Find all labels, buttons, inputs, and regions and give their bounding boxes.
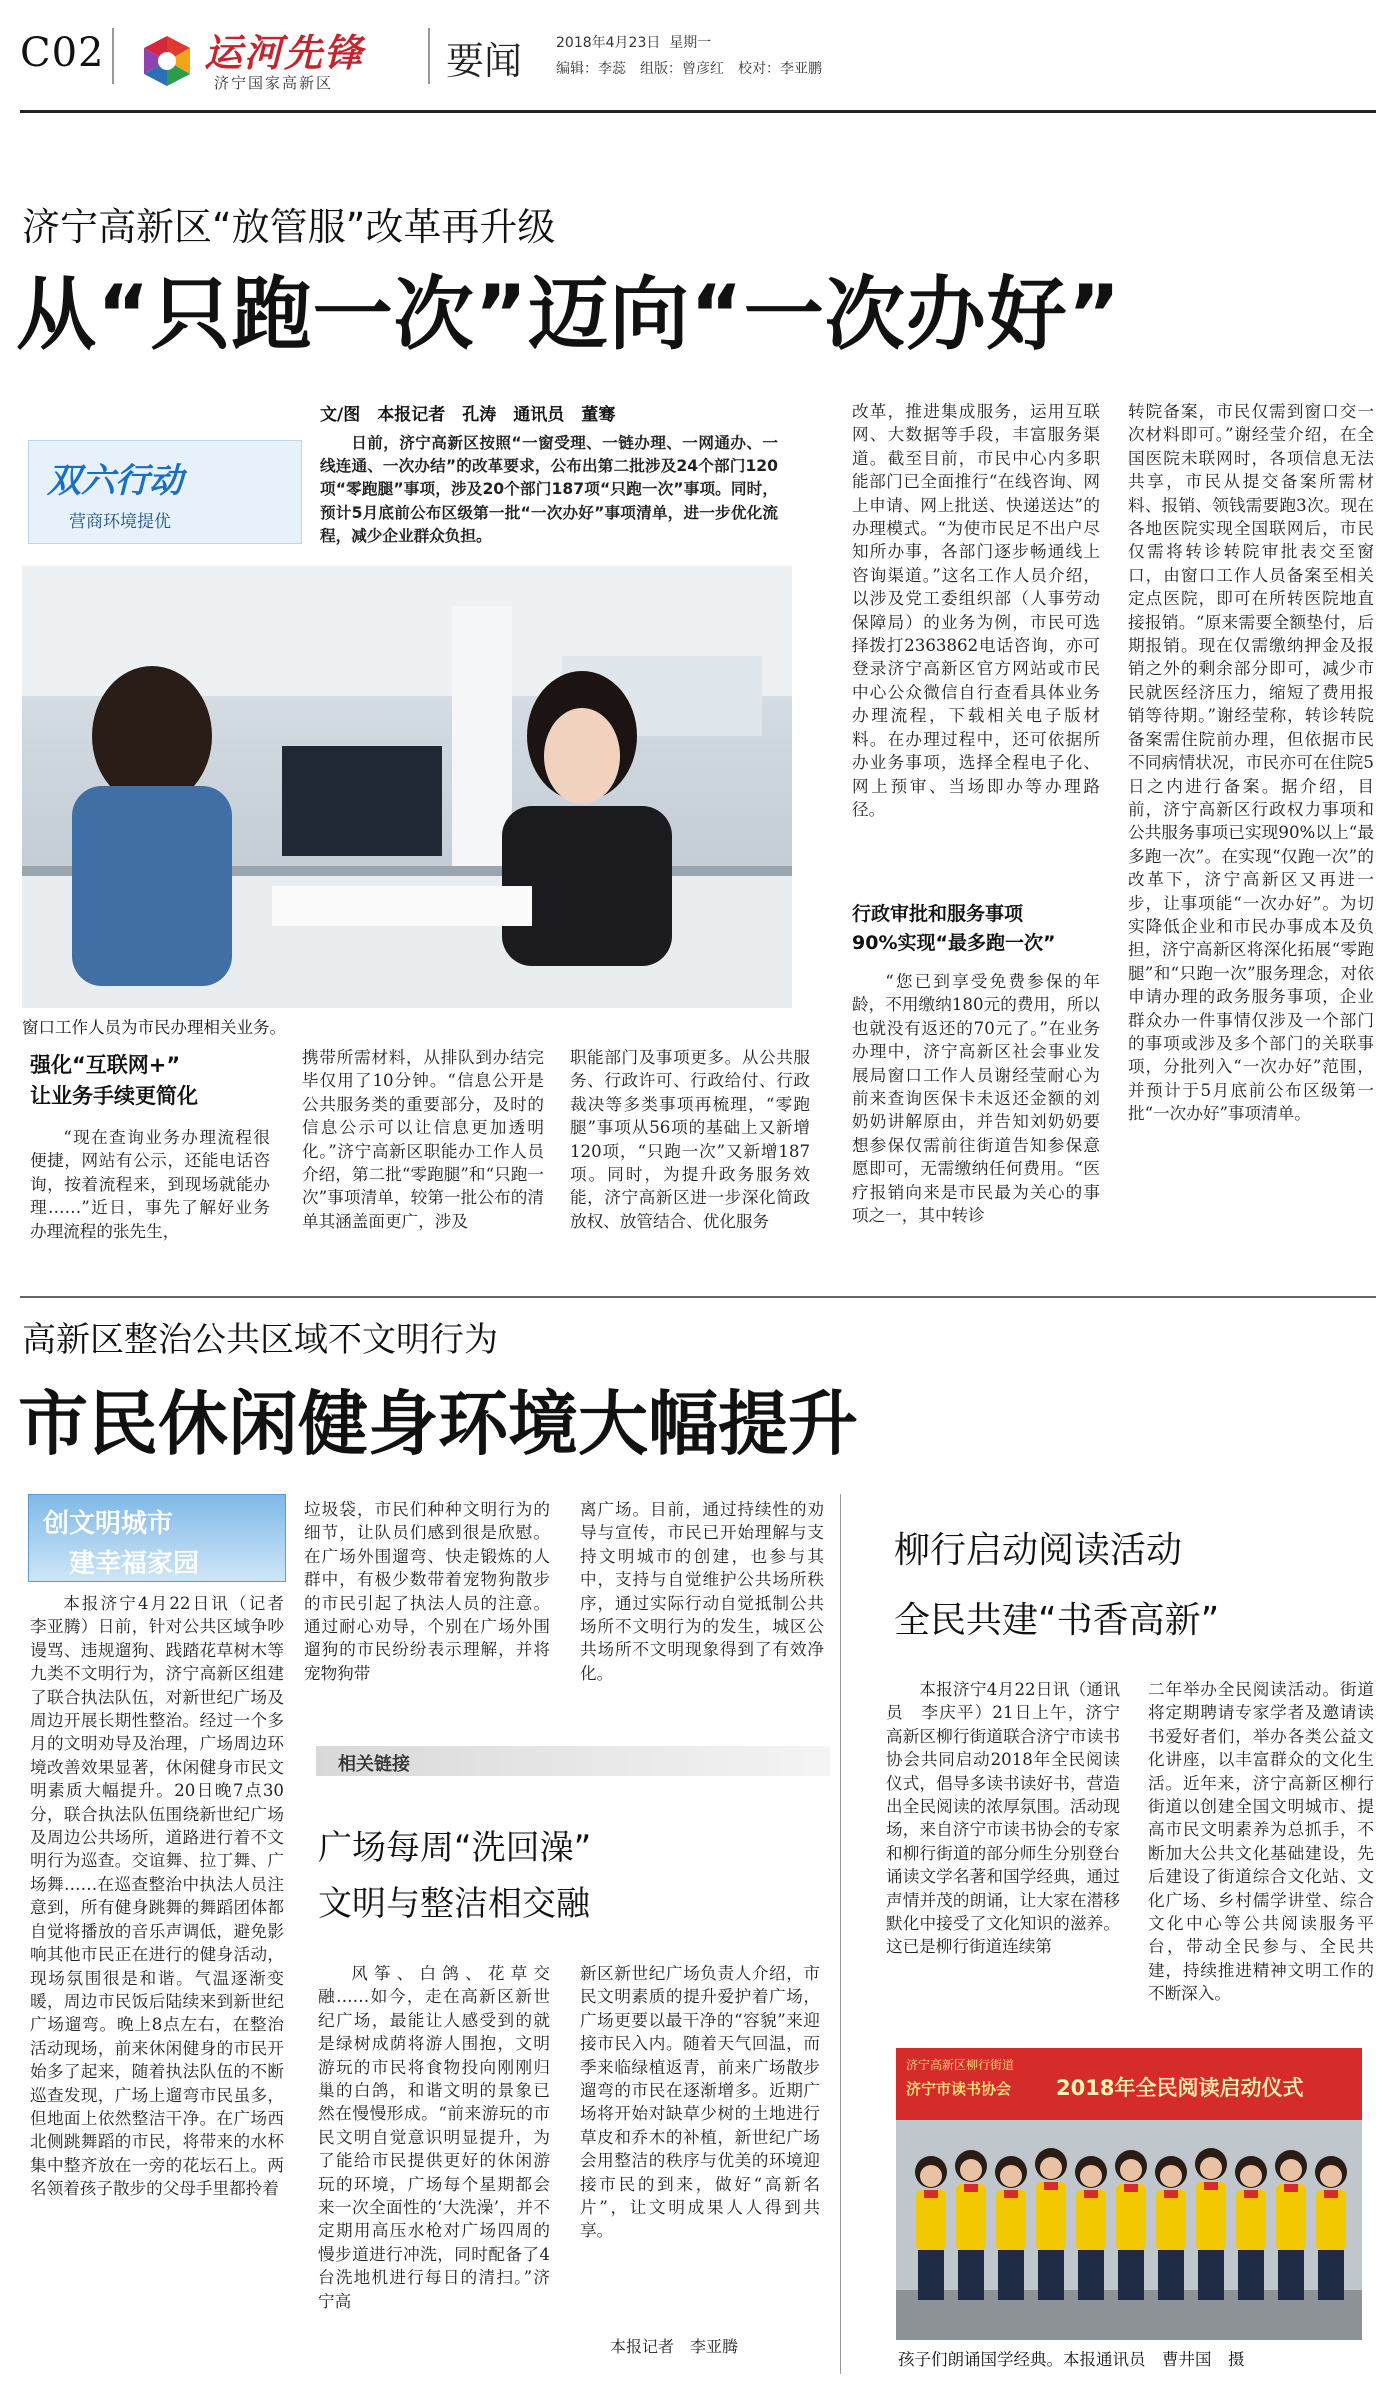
paragraph: 职能部门及事项更多。从公共服务、行政许可、行政给付、行政裁决等多类事项再梳理，“零跑腿”事项从56项的基础上又新增120项，“只跑一次”又新增187项。同时，为提升政务服务效能，济宁高新区进一步深化简政放权、放管结合、优化服务	[570, 1048, 810, 1231]
paragraph: 新区新世纪广场负责人介绍，市民文明素质的提升爱护着广场，广场更要以最干净的“容貌”来迎接市民入内。随着天气回温，而季来临绿植返青，前来广场散步遛弯的市民在逐渐增多。近期广场将开始对缺草少树的土地进行草皮和乔木的补植，新世纪广场会用整洁的秩序与优美的环境迎接市民的到来，做好“高新名片”，让文明成果人人得到共享。	[580, 1964, 820, 2241]
badge-subtitle: 建幸福家园	[69, 1549, 200, 1579]
office-photo-illustration	[22, 566, 792, 1008]
badge-title: 双六行动	[47, 461, 183, 501]
story1-headline: 从“只跑一次”迈向“一次办好”	[16, 268, 1122, 361]
story1-column-4b	[852, 970, 1100, 1282]
issue-date	[556, 32, 711, 52]
paragraph: 改革，推进集成服务，运用互联网、大数据等手段，丰富服务渠道。截至目前，市民中心内多职能部门已全面推行“在线咨询、网上申请、网上批送、快递送达”的办理模式。“为使市民足不出户尽知所办事，各部门逐步畅通线上咨询渠道。”这名工作人员介绍，以涉及党工委组织部（人事劳动保障局）的业务为例，市民可选择拨打2363862电话咨询，亦可登录济宁高新区官方网站或市民中心公众微信自行查看具体业务办理流程，下载相关电子版材料。在办理过程中，还可依据所办业务事项，选择全程电子化、网上预审、当场即办等办理路径。	[852, 402, 1100, 819]
story2-byline: 本报记者 李亚腾	[610, 2337, 739, 2356]
civility-badge	[28, 1494, 286, 1582]
story1-column-5	[1128, 400, 1374, 1280]
paragraph: 本报济宁4月22日讯（通讯员 李庆平）21日上午，济宁高新区柳行街道联合济宁市读书协会共同启动2018年全民阅读仪式，倡导多读书读好书，营造出全民阅读的浓厚氛围。活动现场，来自济宁市读书协会的专家和柳行街道的部分师生分别登台诵读文学名著和国学经典，通过声情并茂的朗诵，让大家在潜移默化中接受了文化知识的滋养。这已是柳行街道连续第	[886, 1680, 1120, 1957]
paragraph: “现在查询业务办理流程很便捷，网站有公示，还能电话咨询，按着流程来，到现场就能办理……”近日，事先了解好业务办理流程的张先生，	[30, 1128, 270, 1241]
subhead-plaza	[318, 1820, 591, 1932]
banner-organizer: 济宁市读书协会	[906, 2080, 1012, 2098]
vertical-divider	[428, 28, 430, 84]
headline-line: 全民共建“书香高新”	[894, 1600, 1220, 1641]
vertical-divider	[112, 28, 114, 84]
paragraph: “您已到享受免费参保的年龄，不用缴纳180元的费用，所以也就没有返还的70元了。”在业务办理中，济宁高新区社会事业发展局窗口工作人员谢经莹耐心为前来查询医保卡未返还金额的刘奶奶讲解原由，并告知刘奶奶要想参保仅需前往街道告知参保意愿即可，无需缴纳任何费用。“医疗报销向来是市民最为关心的事项之一，其中转诊	[852, 972, 1100, 1226]
story3-column-2	[1148, 1678, 1374, 2044]
subhead-approval	[852, 900, 1055, 958]
subhead-line: 90%实现“最多跑一次”	[852, 932, 1056, 954]
banner-title: 2018年全民阅读启动仪式	[1056, 2076, 1304, 2100]
story2-column-2b	[318, 1962, 550, 2356]
reading-event-photo	[896, 2048, 1362, 2340]
subhead-line: 强化“互联网+”	[30, 1053, 181, 1077]
paragraph: 离广场。目前，通过持续性的劝导与宣传，市民已开始理解与支持文明城市的创建，也参与其中，支持与自觉维护公共场所秩序，通过实际行动自觉抵制公共场所不文明行为的发生，城区公共场所不文明现象得到了有效净化。	[580, 1500, 824, 1683]
date: 2018年4月23日	[556, 35, 661, 51]
paper-logo-icon	[140, 34, 194, 88]
badge-subtitle: 营商环境提优	[69, 512, 171, 532]
story1-kicker: 济宁高新区“放管服”改革再升级	[22, 205, 556, 249]
section-name: 要闻	[446, 39, 523, 83]
story1-byline: 文/图 本报记者 孔涛 通讯员 董骞	[320, 405, 616, 425]
paragraph: 垃圾袋，市民们种种文明行为的细节，让队员们感到很是欣慰。在广场外围遛弯、快走锻炼的人群中，有极少数带着宠物狗散步的市民引起了执法人员的注意。通过耐心劝导，个别在广场外围遛狗的市民纷纷表示理解，并将宠物狗带	[304, 1500, 550, 1683]
related-link-bar	[316, 1746, 830, 1776]
weekday: 星期一	[669, 35, 712, 51]
campaign-badge	[28, 440, 302, 544]
paragraph: 二年举办全民阅读活动。街道将定期聘请专家学者及邀请读书爱好者们，举办各类公益文化讲座，以丰富群众的文化生活。近年来，济宁高新区柳行街道以创建全国文明城市、提高市民文明素养为总抓手，不断加大公共文化基础建设，先后建设了街道综合文化站、文化广场、乡村儒学讲堂、综合文化中心等公共阅读服务平台，带动全民参与、全民共建，持续推进精神文明工作的不断深入。	[1148, 1680, 1374, 2004]
editor-credits: 编辑：李蕊 组版：曾彦红 校对：李亚鹏	[556, 61, 822, 77]
story3-headline	[894, 1516, 1219, 1656]
story2-column-3b	[580, 1962, 820, 2332]
story2-column-2	[304, 1498, 550, 1683]
story1-column-4	[852, 400, 1100, 888]
story3-column-1	[886, 1678, 1120, 2044]
paragraph: 携带所需材料，从排队到办结完毕仅用了10分钟。“信息公开是公共服务类的重要部分，及时的信息公示可以让信息更加透明化。”济宁高新区职能办工作人员介绍，第二批“零跑腿”和“只跑一次”事项清单，较第一批公布的清单其涵盖面更广，涉及	[302, 1048, 544, 1231]
story2-kicker: 高新区整治公共区域不文明行为	[22, 1320, 498, 1360]
subhead-line: 广场每周“洗回澡”	[318, 1828, 592, 1868]
story1-column-3	[570, 1046, 810, 1280]
paragraph: 转院备案，市民仅需到窗口交一次材料即可。”谢经莹介绍，在全国医院未联网时，各项信息无法共享，市民从提交备案所需材料、报销、领钱需要跑3次。现在各地医院实现全国联网后，市民仅需将转诊转院审批表交至窗口，由窗口工作人员备案至相关定点医院，即可在所转医院地直接报销。“原来需要全额垫付，后期报销。现在仅需缴纳押金及报销之外的剩余部分即可，减少市民就医经济压力，缩短了费用报销等待期。”谢经莹称，转诊转院备案需住院前办理，但依据市民不同病情状况，市民亦可在住院5日之内进行备案。据介绍，目前，济宁高新区行政权力事项和公共服务事项已实现90%以上“最多跑一次”。在实现“仅跑一次”的改革下，济宁高新区又再进一步，让事项能“一次办好”。为切实降低企业和市民办事成本及负担，济宁高新区将深化拓展“零跑腿”和“只跑一次”服务理念，对依申请办理的政务服务事项，企业群众办一件事情仅涉及一个部门的事项或涉及多个部门的关联事项，分批列入“一次办好”范围，并预计于5月底前公布区级第一批“一次办好”事项清单。	[1128, 402, 1374, 1124]
related-link-label: 相关链接	[338, 1754, 410, 1775]
masthead-rule	[20, 110, 1376, 113]
subhead-line: 文明与整洁相交融	[318, 1884, 590, 1924]
paper-name: 运河先锋	[204, 30, 365, 75]
story-separator	[20, 1296, 1376, 1298]
page-number: C02	[20, 30, 105, 76]
badge-title: 创文明城市	[43, 1509, 174, 1539]
paragraph: 风筝、白鸽、花草交融……如今，走在高新区新世纪广场，最能让人感受到的就是绿树成荫将游人围抱，文明游玩的市民将食物投向刚刚归巢的白鸽，和谐文明的景象已然在慢慢形成。“前来游玩的市民文明自觉意识明显提升，为了能给市民提供更好的休闲游玩的环境，广场每个星期都会来一次全面性的‘大洗澡’，并不定期用高压水枪对广场四周的慢步道进行冲洗，同时配备了4台洗地机进行每日的清扫。”济宁高	[318, 1964, 550, 2311]
headline-line: 柳行启动阅读活动	[894, 1530, 1183, 1571]
subhead-internet-plus	[30, 1050, 198, 1112]
reading-photo-caption: 孩子们朗诵国学经典。本报通讯员 曹井国 摄	[898, 2350, 1245, 2369]
story2-column-3	[580, 1498, 824, 1720]
subhead-line: 行政审批和服务事项	[852, 903, 1024, 925]
column-divider	[840, 1494, 841, 2374]
banner-organizer: 济宁高新区柳行街道	[906, 2058, 1015, 2072]
subhead-line: 让业务手续更简化	[30, 1084, 198, 1108]
paper-subtitle: 济宁国家高新区	[214, 74, 334, 92]
office-photo	[22, 566, 792, 1008]
story1-lead	[320, 432, 778, 550]
lead-paragraph: 日前，济宁高新区按照“一窗受理、一链办理、一网通办、一线连通、一次办结”的改革要求，公布出第二批涉及24个部门120项“零跑腿”事项，涉及20个部门187项“只跑一次”事项。同时，预计5月底前公布区级第一批“一次办好”事项清单，进一步优化流程，减少企业群众负担。	[320, 434, 778, 545]
children-reciting-illustration	[896, 2120, 1362, 2340]
story1-column-1	[30, 1126, 270, 1266]
story1-column-2	[302, 1046, 544, 1280]
paragraph: 本报济宁4月22日讯（记者 李亚腾）日前，针对公共区域争吵谩骂、违规遛狗、践踏花草树木等九类不文明行为，济宁高新区组建了联合执法队伍，对新世纪广场及周边开展长期性整治。经过一个多月的文明劝导及治理，广场周边环境改善效果显著，休闲健身市民文明素质大幅提升。20日晚7点30分，联合执法队伍围绕新世纪广场及周边公共场所，道路进行着不文明行为巡查。交谊舞、拉丁舞、广场舞……在巡查整治中执法人员注意到，所有健身跳舞的舞蹈团体都自觉将播放的音乐声调低，避免影响其他市民正在进行的健身活动，现场氛围很是和谐。气温逐渐变暖，周边市民饭后陆续来到新世纪广场遛弯。晚上8点左右，在整治活动现场，前来休闲健身的市民开始多了起来，随着执法队伍的不断巡查发现，广场上遛弯市民虽多，但地面上依然整洁干净。在广场西北侧跳舞蹈的市民，将带来的水杯集中整齐放在一旁的花坛石上。两名领着孩子散步的父母手里都拎着	[30, 1594, 301, 2199]
event-banner	[896, 2048, 1362, 2120]
story2-headline: 市民休闲健身环境大幅提升	[18, 1383, 858, 1465]
photo-caption: 窗口工作人员为市民办理相关业务。	[22, 1018, 286, 1037]
story2-column-1	[30, 1592, 301, 2354]
